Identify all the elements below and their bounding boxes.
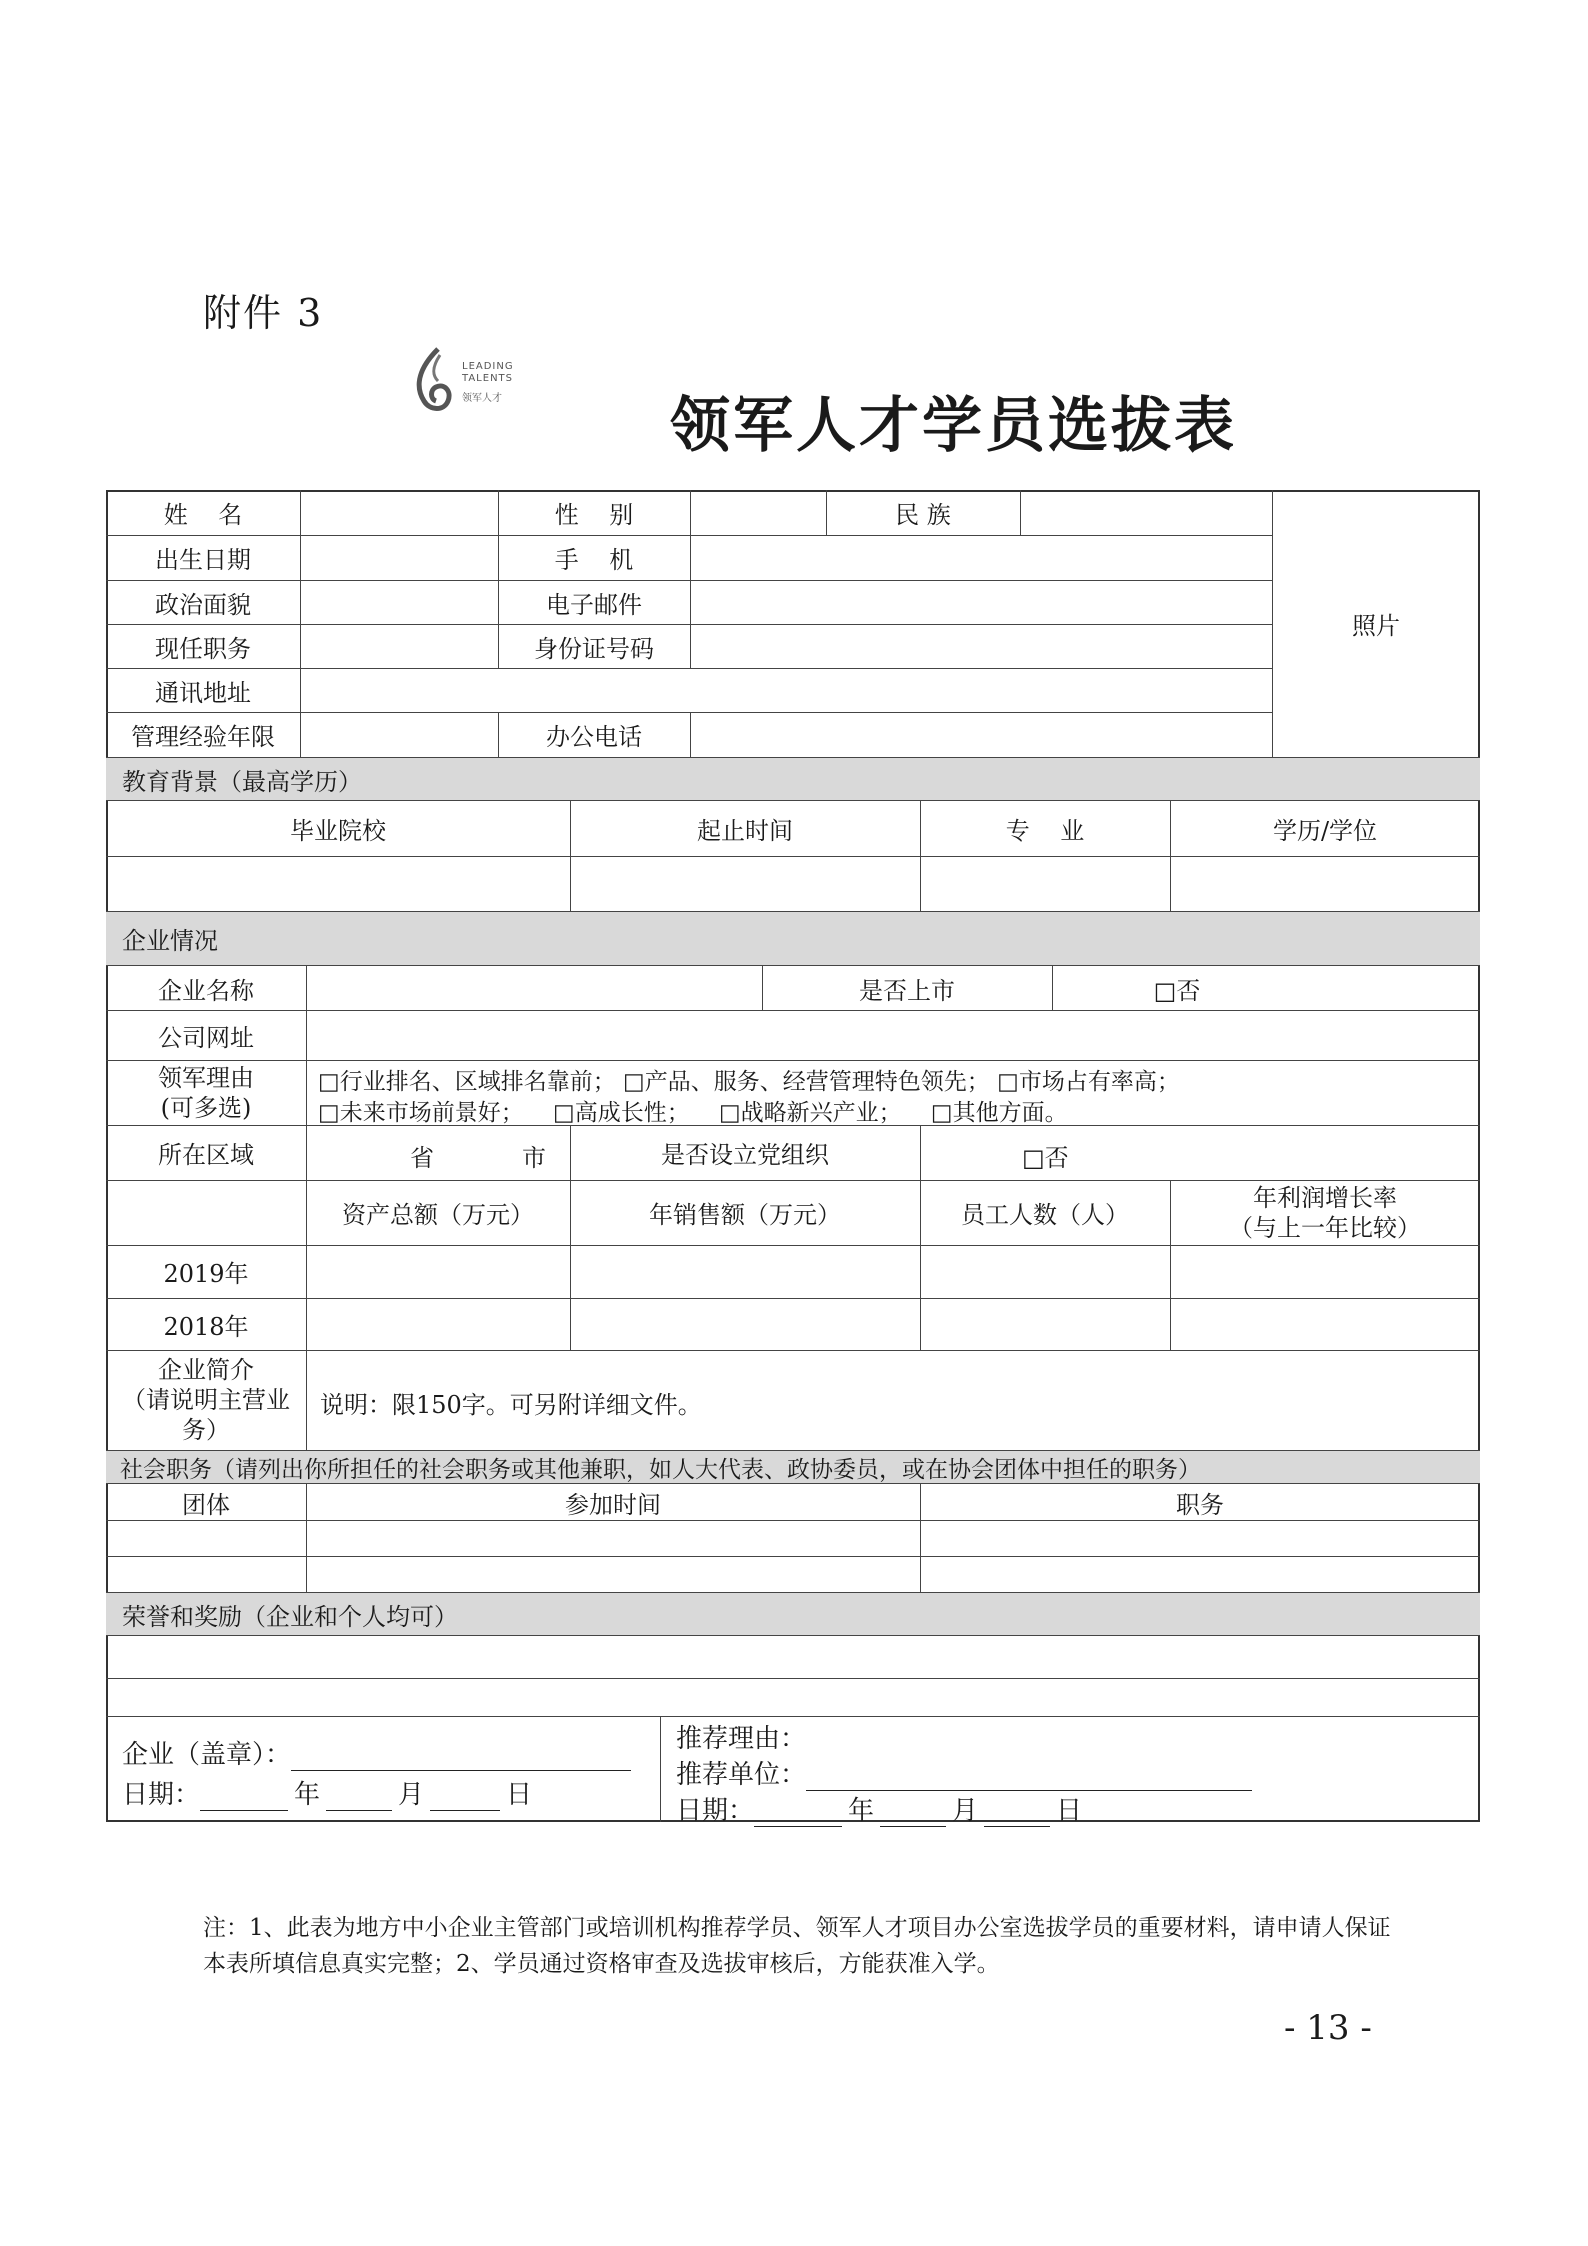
major-header: 专 业 (1005, 817, 1085, 845)
leading-talents-logo (410, 345, 530, 425)
gender-input[interactable] (690, 490, 826, 535)
province-label: 省 (410, 1144, 434, 1172)
intro-note[interactable]: 说明：限150字。可另附详细文件。 (320, 1391, 702, 1419)
region-label: 所在区域 (158, 1141, 254, 1169)
gender-label: 性 别 (554, 501, 634, 529)
rec-unit-line[interactable]: 推荐单位： (676, 1754, 1252, 1791)
party-no-checkbox[interactable]: □否 (1022, 1144, 1069, 1172)
mgmt-years-input[interactable] (300, 712, 498, 757)
staff-2018-input[interactable] (920, 1298, 1170, 1350)
time-header: 参加时间 (565, 1490, 661, 1519)
degree-input[interactable] (1170, 856, 1480, 911)
profit-2018-input[interactable] (1170, 1298, 1480, 1350)
period-input[interactable] (570, 856, 920, 911)
id-number-label: 身份证号码 (534, 634, 654, 663)
reason-label: 领军理由 (可多选) (158, 1063, 254, 1122)
year-2018-label: 2018年 (163, 1312, 249, 1341)
major-input[interactable] (920, 856, 1170, 911)
email-input[interactable] (690, 580, 1272, 624)
logo-text-en: LEADING TALENTS (462, 361, 514, 384)
rec-reason-line[interactable]: 推荐理由： (676, 1724, 807, 1754)
school-header: 毕业院校 (290, 817, 386, 845)
degree-header: 学历/学位 (1272, 817, 1378, 845)
party-label: 是否设立党组织 (661, 1141, 829, 1169)
flame-logo-icon (410, 345, 460, 425)
school-input[interactable] (106, 856, 570, 911)
attachment-label: 附件 3 (203, 291, 324, 335)
office-phone-input[interactable] (690, 712, 1272, 757)
year-2019-label: 2019年 (163, 1260, 249, 1288)
reason-options-line-2[interactable]: □未来市场前景好； □高成长性； □战略新兴产业； □其他方面。 (318, 1100, 1068, 1126)
company-name-label: 企业名称 (158, 976, 254, 1005)
office-phone-label: 办公电话 (546, 723, 642, 751)
reason-options-line-1[interactable]: □行业排名、区域排名靠前； □产品、服务、经营管理特色领先； □市场占有率高； (318, 1069, 1180, 1095)
company-section-header: 企业情况 (106, 911, 1480, 966)
sales-2018-input[interactable] (570, 1298, 920, 1350)
footer-note: 注：1、此表为地方中小企业主管部门或培训机构推荐学员、领军人才项目办公室选拔学员的重要材料，请申请人保证本表所填信息真实完整；2、学员通过资格审查及选拔审核后，方能获准入学。 (203, 1915, 1391, 1977)
staff-header: 员工人数（人） (961, 1201, 1129, 1229)
social-row-2[interactable] (106, 1556, 1480, 1592)
id-number-input[interactable] (690, 624, 1272, 668)
page-number: - 13 - (1284, 2008, 1372, 2048)
intro-label: 企业简介 （请说明主营业 务） (122, 1356, 290, 1444)
mobile-input[interactable] (690, 535, 1272, 580)
mgmt-years-label: 管理经验年限 (131, 723, 275, 751)
honors-row-2[interactable] (106, 1678, 1480, 1716)
website-label: 公司网址 (158, 1023, 254, 1052)
group-header: 团体 (182, 1490, 230, 1519)
rec-date-line[interactable]: 日期： 年 月 日 (676, 1796, 1083, 1826)
profit-2019-input[interactable] (1170, 1245, 1480, 1298)
political-label: 政治面貌 (155, 590, 251, 619)
company-date-line[interactable]: 日期： 年 月 日 (122, 1780, 533, 1810)
staff-2019-input[interactable] (920, 1245, 1170, 1298)
website-input[interactable] (306, 1010, 1480, 1060)
honors-section-header: 荣誉和奖励（企业和个人均可） (106, 1592, 1480, 1636)
photo-box[interactable]: 照片 (1352, 612, 1400, 640)
birth-label: 出生日期 (155, 546, 251, 574)
ethnicity-label: 民 族 (895, 501, 951, 529)
sales-header: 年销售额（万元） (649, 1201, 841, 1229)
city-label: 市 (522, 1144, 546, 1172)
company-seal-line[interactable]: 企业（盖章）： (122, 1734, 631, 1771)
logo-text-cn: 领军人才 (462, 393, 502, 404)
political-input[interactable] (300, 580, 498, 624)
birth-input[interactable] (300, 535, 498, 580)
position-input[interactable] (300, 624, 498, 668)
listed-no-checkbox[interactable]: □否 (1153, 976, 1201, 1005)
sales-2019-input[interactable] (570, 1245, 920, 1298)
position-label: 现任职务 (155, 634, 251, 663)
address-input[interactable] (300, 668, 1272, 712)
form-title: 领军人才学员选拔表 (670, 391, 1237, 461)
ethnicity-input[interactable] (1020, 490, 1272, 535)
period-header: 起止时间 (697, 817, 793, 845)
address-label: 通讯地址 (155, 678, 251, 707)
name-label: 姓 名 (163, 501, 243, 529)
social-section-header: 社会职务（请列出你所担任的社会职务或其他兼职，如人大代表、政协委员，或在协会团体中担任的职务） (106, 1450, 1480, 1484)
profit-growth-header: 年利润增长率 （与上一年比较） (1229, 1183, 1421, 1242)
assets-header: 资产总额（万元） (342, 1201, 534, 1229)
social-row-1[interactable] (106, 1520, 1480, 1556)
education-section-header: 教育背景（最高学历） (106, 757, 1480, 801)
name-input[interactable] (300, 490, 498, 535)
honors-row-1[interactable] (106, 1636, 1480, 1678)
assets-2018-input[interactable] (306, 1298, 570, 1350)
mobile-label: 手 机 (554, 546, 634, 574)
email-label: 电子邮件 (546, 590, 642, 619)
assets-2019-input[interactable] (306, 1245, 570, 1298)
company-name-input[interactable] (306, 966, 762, 1010)
listed-label: 是否上市 (859, 976, 955, 1005)
role-header: 职务 (1176, 1490, 1224, 1519)
